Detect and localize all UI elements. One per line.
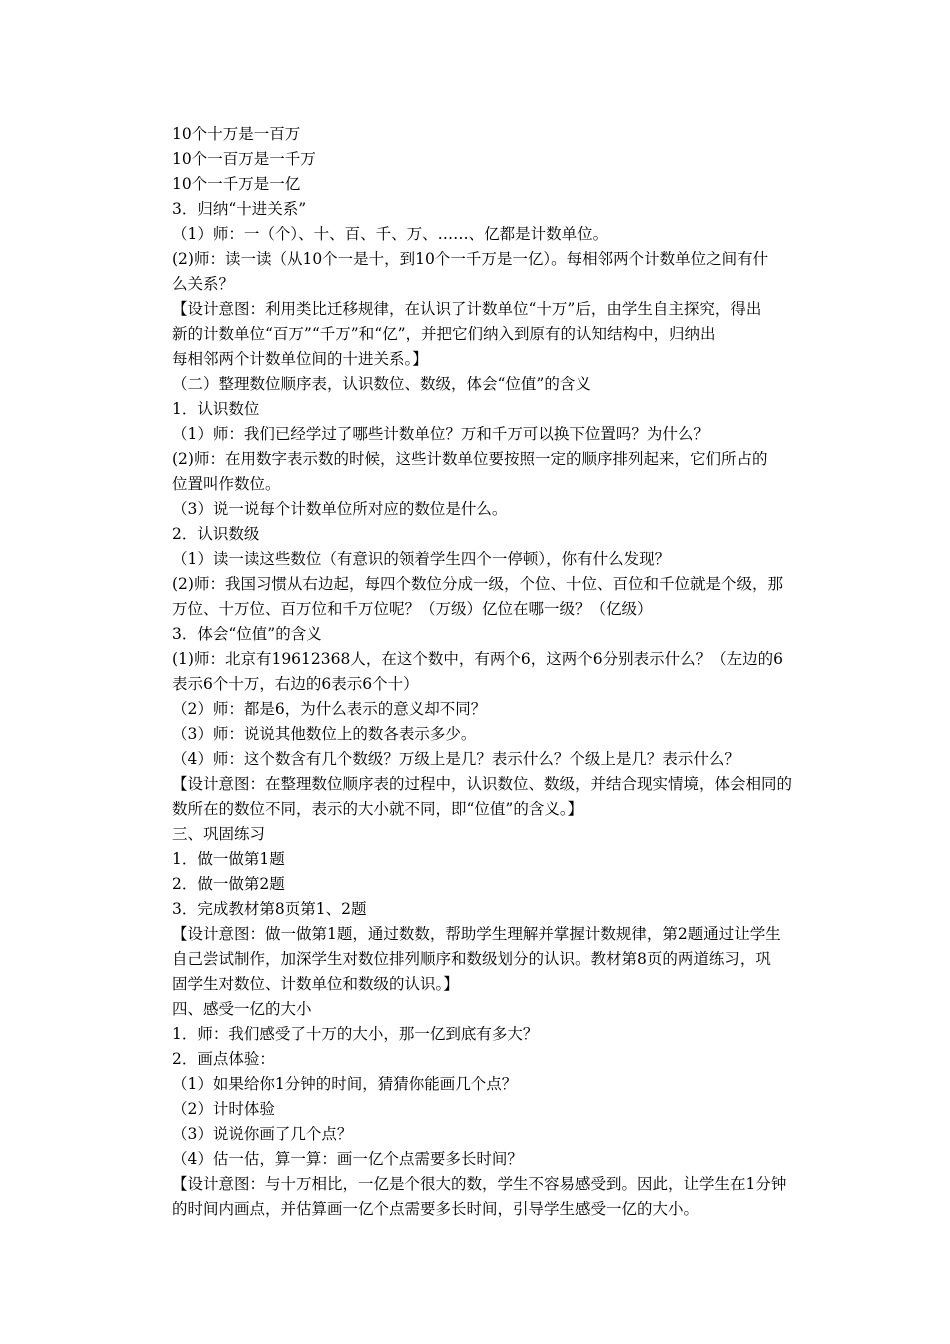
section-heading: 3．体会“位值”的含义 — [172, 625, 322, 643]
design-intent-line: 数所在的数位不同，表示的大小就不同，即“位值”的含义。】 — [172, 800, 584, 818]
text-line: 10个一千万是一亿 — [172, 175, 301, 193]
section-heading: 三、巩固练习 — [172, 825, 266, 843]
text-line: （4）估一估，算一算：画一亿个点需要多长时间？ — [172, 1150, 523, 1168]
design-intent-line: 【设计意图：在整理数位顺序表的过程中，认识数位、数级，并结合现实情境，体会相同的 — [172, 775, 793, 793]
text-line: 1．做一做第1题 — [172, 850, 285, 868]
text-line: (2)师：在用数字表示数的时候，这些计数单位要按照一定的顺序排列起来，它们所占的 — [172, 450, 768, 468]
text-line: 10个十万是一百万 — [172, 125, 301, 143]
design-intent-line: 自己尝试制作，加深学生对数位排列顺序和数级划分的认识。教材第8页的两道练习，巩 — [172, 950, 771, 968]
section-heading: 2．认识数级 — [172, 525, 260, 543]
design-intent-line: 新的计数单位“百万”“千万”和“亿”，并把它们纳入到原有的认知结构中，归纳出 — [172, 325, 716, 343]
text-line: （1）如果给你1分钟的时间，猜猜你能画几个点？ — [172, 1075, 518, 1093]
text-line: 2．做一做第2题 — [172, 875, 285, 893]
section-heading: 3．归纳“十进关系” — [172, 200, 307, 218]
text-line: (2)师：我国习惯从右边起，每四个数位分成一级，个位、十位、百位和千位就是个级，那 — [172, 575, 783, 593]
text-line: 位置叫作数位。 — [172, 475, 281, 493]
text-line: （4）师：这个数含有几个数级？万级上是几？表示什么？个级上是几？表示什么？ — [172, 750, 740, 768]
text-line: 3．完成教材第8页第1、2题 — [172, 900, 367, 918]
text-line: （2）计时体验 — [172, 1100, 275, 1118]
text-line: (2)师：读一读（从10个一是十，到10个一千万是一亿）。每相邻两个计数单位之间有什 — [172, 250, 769, 268]
section-heading: 四、感受一亿的大小 — [172, 1000, 312, 1018]
text-line: 表示6个十万，右边的6表示6个十） — [172, 675, 419, 693]
design-intent-line: 每相邻两个计数单位间的十进关系。】 — [172, 350, 428, 368]
text-line: 么关系？ — [172, 275, 235, 293]
text-line: （1）师：我们已经学过了哪些计数单位？万和千万可以换下位置吗？为什么？ — [172, 425, 709, 443]
text-line: （3）师：说说其他数位上的数各表示多少。 — [172, 725, 477, 743]
text-line: （3）说一说每个计数单位所对应的数位是什么。 — [172, 500, 508, 518]
text-line: （3）说说你画了几个点？ — [172, 1125, 353, 1143]
design-intent-line: 【设计意图：做一做第1题，通过数数，帮助学生理解并掌握计数规律，第2题通过让学生 — [172, 925, 781, 943]
text-line: 1．师：我们感受了十万的大小，那一亿到底有多大？ — [172, 1025, 539, 1043]
text-line: （2）师：都是6，为什么表示的意义却不同？ — [172, 700, 487, 718]
design-intent-line: 固学生对数位、计数单位和数级的认识。】 — [172, 975, 459, 993]
section-heading: 1．认识数位 — [172, 400, 260, 418]
text-line: (1)师：北京有19612368人，在这个数中，有两个6，这两个6分别表示什么？（左边的6 — [172, 650, 783, 668]
text-line: 10个一百万是一千万 — [172, 150, 316, 168]
section-heading: （二）整理数位顺序表，认识数位、数级，体会“位值”的含义 — [172, 375, 591, 393]
text-line: （1）师：一（个）、十、百、千、万、……、亿都是计数单位。 — [172, 225, 609, 243]
design-intent-line: 【设计意图：利用类比迁移规律，在认识了计数单位“十万”后，由学生自主探究，得出 — [172, 300, 762, 318]
design-intent-line: 的时间内画点，并估算画一亿个点需要多长时间，引导学生感受一亿的大小。 — [172, 1200, 700, 1218]
document-body — [172, 122, 812, 1222]
text-line: 2．画点体验： — [172, 1050, 275, 1068]
text-line: 万位、十万位、百万位和千万位呢？（万级）亿位在哪一级？（亿级） — [172, 600, 653, 618]
design-intent-line: 【设计意图：与十万相比，一亿是个很大的数，学生不容易感受到。因此，让学生在1分钟 — [172, 1175, 787, 1193]
text-line: （1）读一读这些数位（有意识的领着学生四个一停顿），你有什么发现？ — [172, 550, 671, 568]
